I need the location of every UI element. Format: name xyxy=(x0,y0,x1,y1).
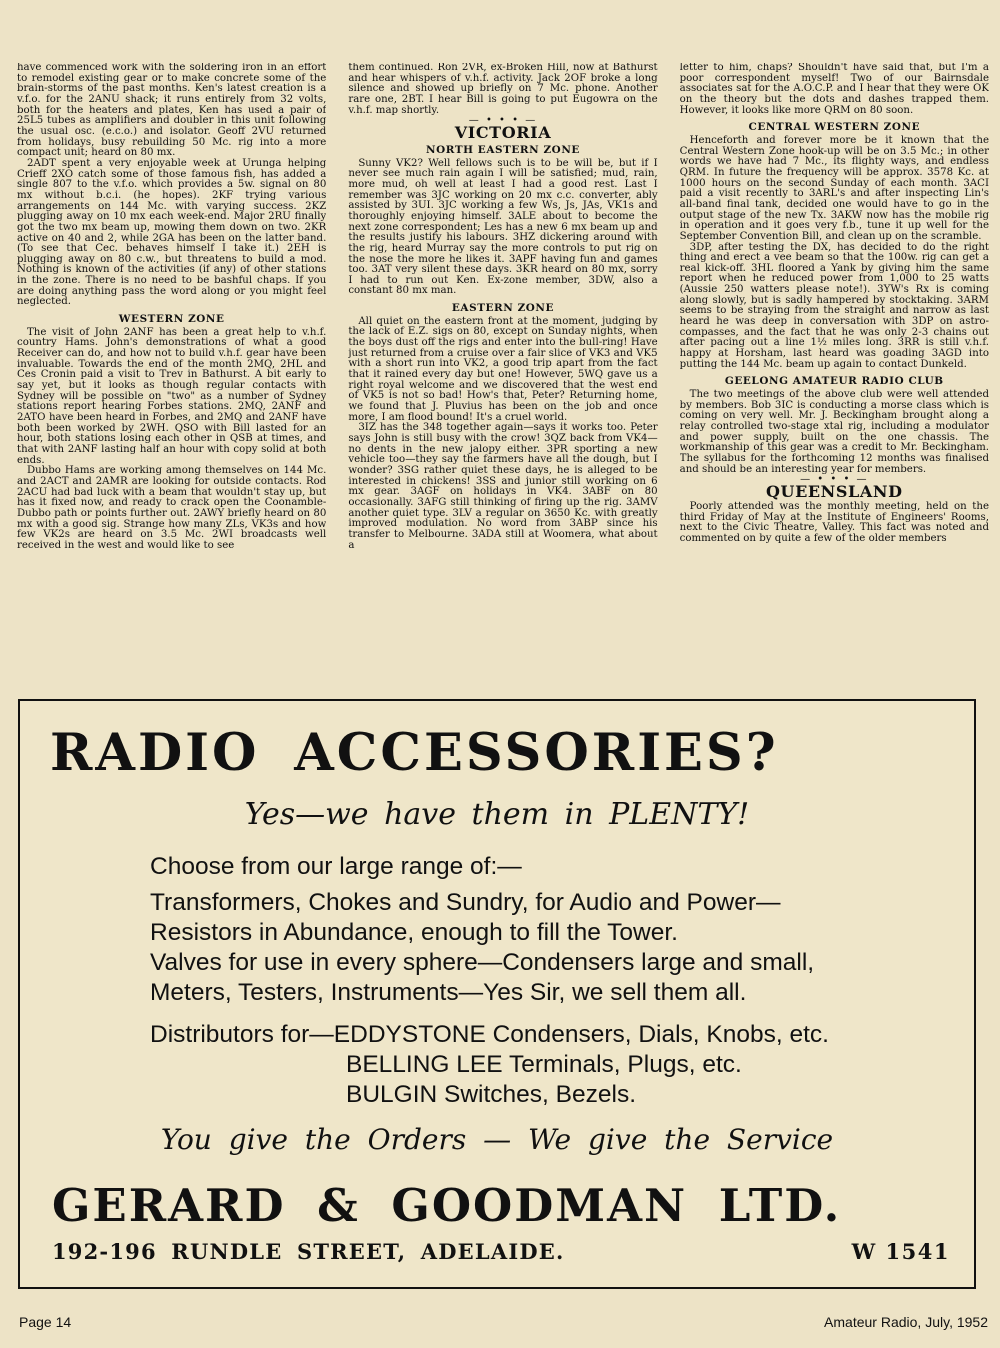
article-columns xyxy=(17,63,989,683)
section-separator: — • • • — xyxy=(468,115,538,127)
ad-product-line: Transformers, Chokes and Sundry, for Audio and Power— xyxy=(150,889,781,916)
ad-phone: W 1541 xyxy=(851,1239,950,1264)
column-2 xyxy=(348,63,657,683)
paragraph: The visit of John 2ANF has been a great help to v.h.f. country Hams. John's demonstrations of what a good Receiver can do, and how not to build v.h.f. gear have been invaluable. Towards the end of the month 2MQ, 2HL and Ces Cronin paid a visit to Trev in Bathurst. A bit early to say yet, but it looks as though regular contacts with Sydney will be possible on "two" as a number of Sydney stations report hearing Forbes stations. 2MQ, 2ANF and 2ATO have been heard in Forbes, and 2MQ and 2ANF have both been worked by 2WH. QSO with Bill lasted for an hour, both stations losing each other in QSB at times, and that with 2ANF lasting half an hour with copy solid at both ends. xyxy=(17,326,327,466)
paragraph: Poorly attended was the monthly meeting, held on the third Friday of May at the Institute of Engineers' Rooms, next to the Civic Theatre, Valley. This fact was noted and commented on by quite a few of the older members xyxy=(679,500,989,544)
ad-company-name: GERARD & GOODMAN LTD. xyxy=(52,1179,842,1232)
paragraph: 2ADT spent a very enjoyable week at Urunga helping Crieff 2XO catch some of those famous fish, has added a single 807 to the v.f.o. which provides a 5w. signal on 80 mx without b.c.i. (he hopes). 2KF trying various arrangements on 144 Mc. with varying success. 2KZ plugging away on 10 mx each week-end. Major 2RU finally got the two mx beam up, mowing them down on two. 2KR active on 40 and 2, while 2GA has been on the latter band. (To see that Cec. behaves himself I take it.) 2EH is plugging away on 80 c.w., but threatens to build a mod. Nothing is known of the activities (if any) of other stations in the zone. There is no need to be bashful chaps. If you are doing anything pass the word along or you might feel neglected. xyxy=(17,157,327,308)
zone-heading-western: WESTERN ZONE xyxy=(118,313,225,326)
paragraph: 3DP, after testing the DX, has decided to do the right thing and erect a vee beam so that the 100w. rig can get a real kick-off. 3HL floored a Yank by giving him the same report when he reduced power from 1,000 to 25 watts (Aussie 250 watters please note!). 3YW's Rx is coming along slowly, but is sadly hampered by stocktaking. 3ARM seems to be straying from the straight and narrow as last heard he was deep in conversation with 3DP on astro-compasses, and the fact that he was only 2-3 chains out after pacing out a line 1½ miles long. 3RR is still v.h.f. happy at Horsham, last heard was goading 3AGD into putting the 144 Mc. beam up again to contact Dunkeld. xyxy=(679,241,989,370)
ad-intro: Choose from our large range of:— xyxy=(150,853,522,880)
paragraph: letter to him, chaps? Shouldn't have said that, but I'm a poor correspondent myself! Two of our Bairnsdale associates sat for the A.O.C.P. and I hear that they were OK on the theory but the dots and dashes trapped them. However, it looks like more QRM on 80 soon. xyxy=(679,63,989,116)
ad-product-line: Valves for use in every sphere—Condensers large and small, xyxy=(150,949,815,976)
column-1 xyxy=(17,63,326,683)
section-separator: — • • • — xyxy=(800,474,869,486)
paragraph: them continued. Ron 2VR, ex-Broken Hill, now at Bathurst and hear whispers of v.h.f. activity. Jack 2OF broke a long silence and showed up briefly on 7 Mc. phone. Another rare one, 2BT. I hear Bill is going to put Eugowra on the v.h.f. map shortly. xyxy=(348,63,658,116)
ad-distributor-line: BULGIN Switches, Bezels. xyxy=(346,1081,637,1108)
ad-product-line: Meters, Testers, Instruments—Yes Sir, we sell them all. xyxy=(150,979,747,1006)
paragraph: Henceforth and forever more be it known that the Central Western Zone hook-up will be on 3.5 Mc.; in other words we have had 7 Mc., its flighty ways, and endless QRM. In future the frequency will be approx. 3578 Kc. at 1000 hours on the second Sunday of each month. 3ACI paid a visit recently to 3ARL's and after inspecting Lin's all-band final tank, decided one would have to go in the output stage of the new Tx. 3AKW now has the mobile rig in operation and it goes very f.b., tune it up well for the September Convention Bill, and clean up on the scramble. xyxy=(679,134,989,242)
paragraph: Dubbo Hams are working among themselves on 144 Mc. and 2ACT and 2AMR are looking for outside contacts. Rod 2ACU had bad luck with a beam that wouldn't stay up, but has it fixed now, and ready to crack open the Coonamble-Dubbo path or points further out. 2AWY briefly heard on 80 mx with a good sig. Strange how many ZLs, VK3s and how few VK2s are heard on 3.5 Mc. 2WI broadcasts well received in the west and would like to see xyxy=(17,465,327,551)
zone-heading-eastern: EASTERN ZONE xyxy=(451,302,555,315)
paragraph: 3IZ has the 348 together again—says it works too. Peter says John is still busy with the crow! 3QZ back from VK4—no dents in the new jalopy either. 3PR sporting a new vehicle too—they say the farmers have all the dough, but I wonder? 3SG rather quiet these days, he is alleged to be interested in chickens! 3SS and junior still working on 6 mx gear. 3AGF on holidays in VK4. 3ABF on 80 occasionally. 3AFG still thinking of firing up the rig. 3AMV another quiet type. 3LV a regular on 3650 Kc. with greatly improved modulation. No word from 3ABP since his transfer to Melbourne. 3ADA still at Woomera, what about a xyxy=(348,422,658,551)
paragraph: The two meetings of the above club were well attended by members. Bob 3IC is conducting a morse class which is coming on very well. Mr. J. Beckingham brought along a relay controlled two-stage xtal rig, including a modulator and power supply, built on the one chassis. The workmanship of this gear was a credit to Mr. Beckingham. The syllabus for the forthcoming 12 months was finalised and should be an interesting year for members. xyxy=(679,389,989,475)
state-heading-queensland: QUEENSLAND xyxy=(766,482,903,502)
club-heading-geelong: GEELONG AMATEUR RADIO CLUB xyxy=(724,375,944,388)
ad-distributor-line: Distributors for—EDDYSTONE Condensers, Dials, Knobs, etc. xyxy=(150,1021,829,1048)
state-heading-victoria: VICTORIA xyxy=(454,123,552,143)
ad-title: RADIO ACCESSORIES? xyxy=(50,723,779,783)
publication-info: Amateur Radio, July, 1952 xyxy=(824,1314,988,1330)
ad-subtitle: Yes—we have them in PLENTY! xyxy=(244,797,750,832)
column-3 xyxy=(680,63,989,683)
ad-slogan: You give the Orders — We give the Service xyxy=(160,1123,834,1156)
ad-address: 192-196 RUNDLE STREET, ADELAIDE. xyxy=(52,1239,565,1264)
ad-distributor-line: BELLING LEE Terminals, Plugs, etc. xyxy=(346,1051,742,1078)
zone-heading-central-western: CENTRAL WESTERN ZONE xyxy=(748,121,921,134)
paragraph: Sunny VK2? Well fellows such is to be will be, but if I never see much rain again I will be satisfied; mud, rain, more mud, oh well at least I had a good rest. Last I remember was 3JC working on 20 mx c.c. converter, ably assisted by 3UI. 3JC working a few Ws, Js, JAs, VK1s and thoroughly enjoying himself. 3ALE about to become the next zone correspondent; Les has a new 6 mx beam up and the results justify his labours. 3HZ dickering around with the rig, heard Murray say the more controls to put rig on the nose the more he likes it. 3APF having fun and games too. 3AT very silent these days. 3KR heard on 80 mx, sorry I had to run out Ken. Ex-zone member, 3DW, also a constant 80 mx man. xyxy=(348,157,658,297)
advertisement-box xyxy=(18,699,976,1289)
ad-product-line: Resistors in Abundance, enough to fill the Tower. xyxy=(150,919,678,946)
page-number: Page 14 xyxy=(19,1314,72,1330)
paragraph: have commenced work with the soldering iron in an effort to remodel existing gear or to make concrete some of the brain-storms of the past months. Ken's latest creation is a v.f.o. for the 2ANU shack; it runs entirely from 32 volts, both for the heaters and plates, Ken has used a pair of 25L5 tubes as amplifiers and doubler in this unit following the usual osc. (e.c.o.) and isolator. Geoff 2VU returned from holidays, busy rebuilding 50 Mc. rig into a more compact unit; heard on 80 mx. xyxy=(17,63,327,159)
zone-heading-north-eastern: NORTH EASTERN ZONE xyxy=(426,143,580,156)
paragraph: All quiet on the eastern front at the moment, judging by the lack of E.Z. sigs on 80, except on Sunday nights, when the boys dust off the rigs and enter into the bull-ring! Have just returned from a cruise over a fair slice of VK3 and VK5 with a short run into VK2, a good trip apart from the fact that it rained every day but one! However, 5WQ gave us a right royal welcome and we discovered that the west end of VK5 is not so bad! How's that, Peter? Returning home, we found that J. Pluvius has been on the job and once more, I am flood bound! It's a cruel world. xyxy=(348,315,658,423)
